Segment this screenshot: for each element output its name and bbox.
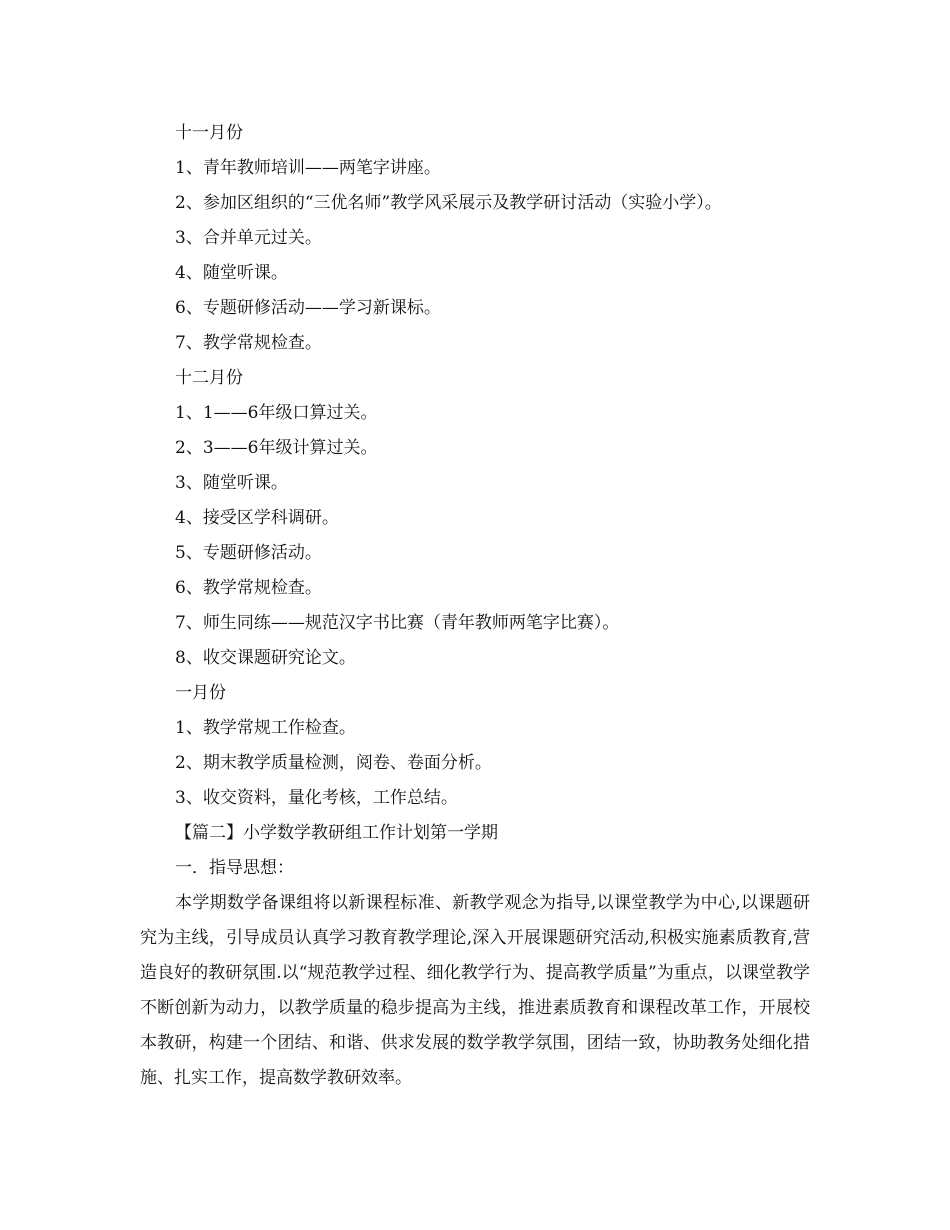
january-heading: 一月份 xyxy=(175,683,226,703)
guiding-thought-paragraph: 本学期数学备课组将以新课程标准、新教学观念为指导,以课堂教学为中心,以课题研究为主线，引导成员认真学习教育教学理论,深入开展课题研究活动,积极实施素质教育,营造良好的教研氛围.以“规范教学过程、细化教学行为、提高教学质量”为重点，以课堂教学不断创新为动力，以教学质量的稳步提高为主线，推进素质教育和课程改革工作，开展校本教研，构建一个团结、和谐、供求发展的数学教学氛围，团结一致，协助教务处细化措施、扎实工作，提高数学教研效率。 xyxy=(140,893,810,1088)
january-item: 1、教学常规工作检查。 xyxy=(175,718,356,738)
november-item: 6、专题研修活动——学习新课标。 xyxy=(175,298,441,318)
november-item: 4、随堂听课。 xyxy=(175,263,288,283)
december-heading: 十二月份 xyxy=(175,368,243,388)
november-item: 2、参加区组织的“三优名师”教学风采展示及教学研讨活动（实验小学）。 xyxy=(175,193,722,213)
november-heading: 十一月份 xyxy=(175,123,243,143)
december-item: 3、随堂听课。 xyxy=(175,473,288,493)
december-item: 7、师生同练——规范汉字书比赛（青年教师两笔字比赛）。 xyxy=(175,613,620,633)
november-item: 1、青年教师培训——两笔字讲座。 xyxy=(175,158,441,178)
part-two-title: 【篇二】小学数学教研组工作计划第一学期 xyxy=(175,823,498,843)
document-body xyxy=(140,116,810,1096)
november-item: 7、教学常规检查。 xyxy=(175,333,322,353)
december-item: 8、收交课题研究论文。 xyxy=(175,648,356,668)
december-item: 4、接受区学科调研。 xyxy=(175,508,339,528)
november-item: 3、合并单元过关。 xyxy=(175,228,322,248)
december-item: 5、专题研修活动。 xyxy=(175,543,322,563)
january-item: 2、期末教学质量检测，阅卷、卷面分析。 xyxy=(175,753,492,773)
section-heading: 一．指导思想： xyxy=(175,858,294,878)
december-item: 1、1——6年级口算过关。 xyxy=(175,403,378,423)
december-item: 6、教学常规检查。 xyxy=(175,578,322,598)
january-item: 3、收交资料，量化考核，工作总结。 xyxy=(175,788,458,808)
december-item: 2、3——6年级计算过关。 xyxy=(175,438,378,458)
